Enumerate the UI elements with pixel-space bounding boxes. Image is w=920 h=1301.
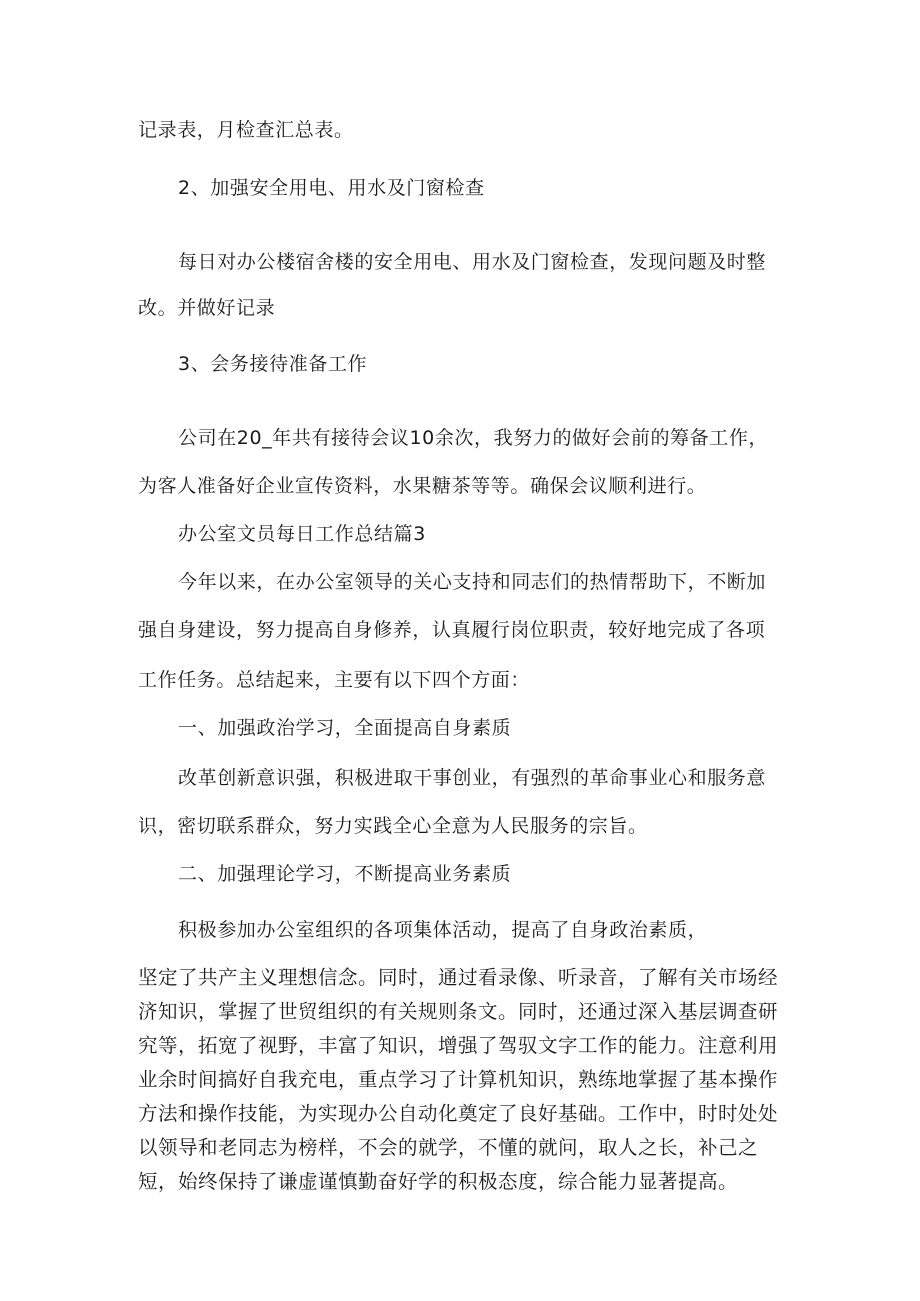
text-line: 改革创新意识强，积极进取干事创业，有强烈的革命事业心和服务意 bbox=[178, 767, 767, 789]
section-heading: 二、加强理论学习，不断提高业务素质 bbox=[178, 863, 512, 885]
text-line: 坚定了共产主义理想信念。同时，通过看录像、听录音，了解有关市场经 bbox=[138, 966, 779, 989]
section-heading: 一、加强政治学习，全面提高自身素质 bbox=[178, 717, 512, 739]
text-line: 改。并做好记录 bbox=[138, 297, 276, 319]
text-line: 以领导和老同志为榜样，不会的就学，不懂的就问，取人之长，补己之 bbox=[138, 1136, 759, 1159]
text-line: 公司在20_年共有接待会议10余次，我努力的做好会前的筹备工作， bbox=[178, 427, 769, 449]
text-line: 每日对办公楼宿舍楼的安全用电、用水及门窗检查，发现问题及时整 bbox=[178, 251, 767, 273]
text-line: 为客人准备好企业宣传资料，水果糖茶等等。确保会议顺利进行。 bbox=[138, 475, 707, 497]
text-line: 业余时间搞好自我充电，重点学习了计算机知识，熟练地掌握了基本操作 bbox=[138, 1068, 779, 1091]
text-line: 今年以来，在办公室领导的关心支持和同志们的热情帮助下，不断加 bbox=[178, 571, 767, 593]
text-line: 识，密切联系群众，努力实践全心全意为人民服务的宗旨。 bbox=[138, 815, 648, 837]
text-line: 究等，拓宽了视野，丰富了知识，增强了驾驭文字工作的能力。注意利用 bbox=[138, 1034, 779, 1057]
text-line: 济知识，掌握了世贸组织的有关规则条文。同时，还通过深入基层调查研 bbox=[138, 1000, 779, 1023]
text-line: 记录表，月检查汇总表。 bbox=[138, 119, 354, 141]
text-line: 积极参加办公室组织的各项集体活动，提高了自身政治素质， bbox=[178, 919, 708, 941]
article-title: 办公室文员每日工作总结篇3 bbox=[178, 523, 426, 545]
section-heading: 2、加强安全用电、用水及门窗检查 bbox=[178, 177, 485, 199]
text-line: 短，始终保持了谦虚谨慎勤奋好学的积极态度，综合能力显著提高。 bbox=[138, 1170, 739, 1193]
section-heading: 3、会务接待准备工作 bbox=[178, 353, 368, 375]
text-line: 强自身建设，努力提高自身修养，认真履行岗位职责，较好地完成了各项 bbox=[138, 619, 766, 641]
text-line: 方法和操作技能，为实现办公自动化奠定了良好基础。工作中，时时处处 bbox=[138, 1102, 779, 1125]
text-line: 工作任务。总结起来，主要有以下四个方面： bbox=[138, 669, 531, 691]
